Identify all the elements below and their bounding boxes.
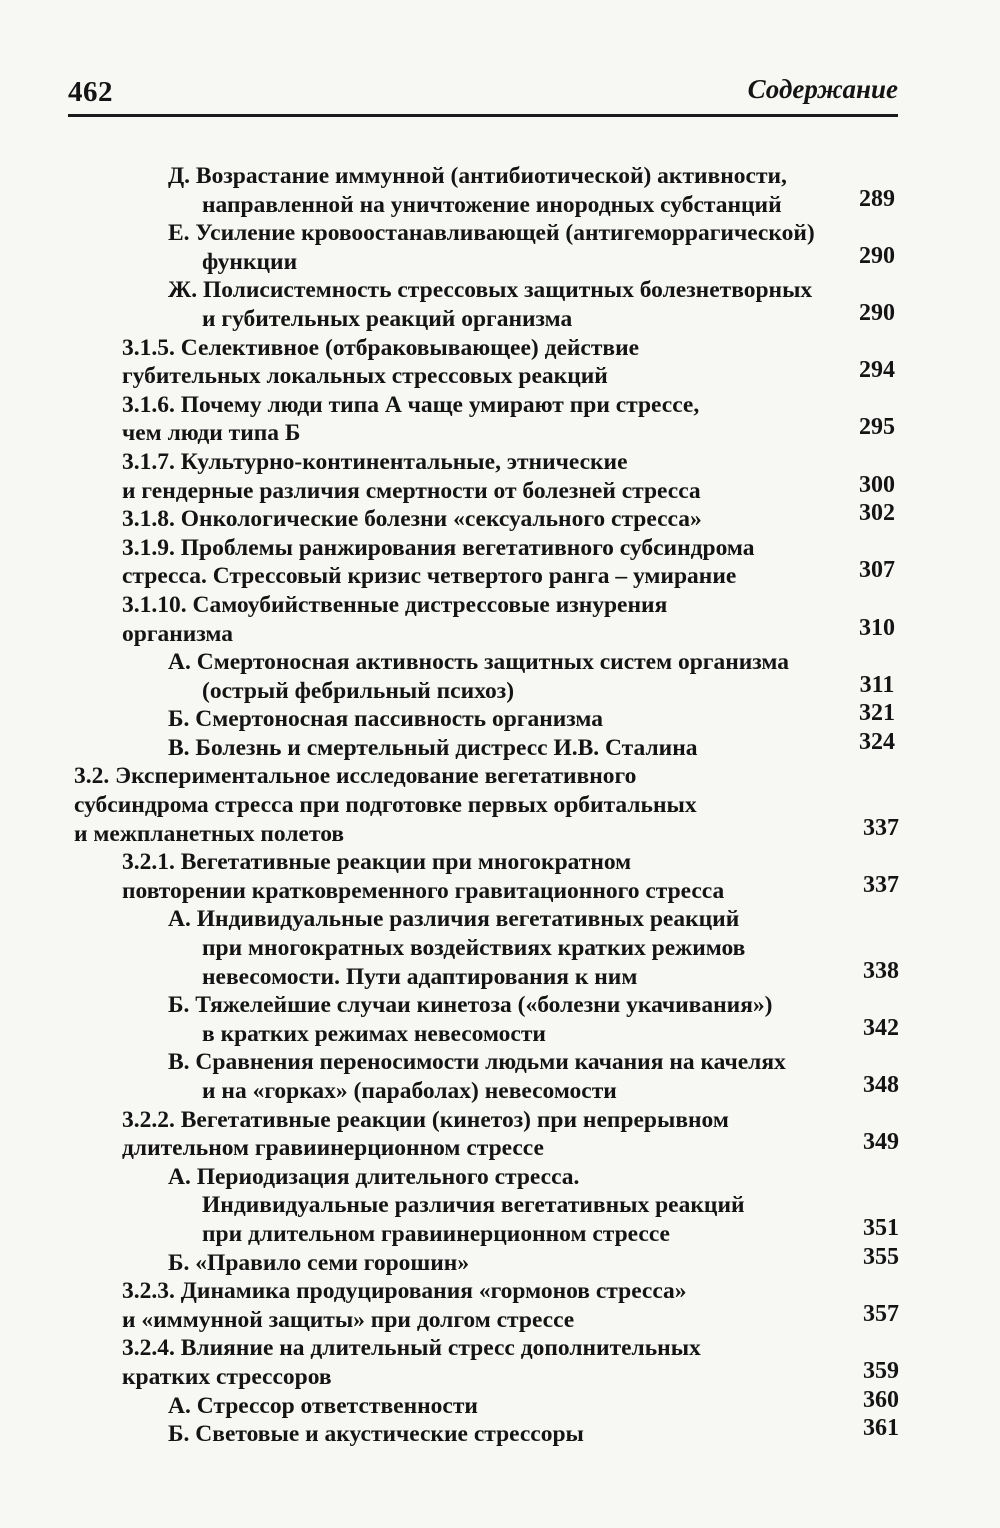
- toc-page-number: 290: [859, 242, 895, 269]
- table-of-contents: [0, 162, 1000, 1449]
- toc-entry-title-line: в кратких режимах невесомости: [202, 1020, 546, 1047]
- toc-entry-title-line: Е. Усиление кровоостанавливающей (антигеморрагической): [168, 220, 815, 247]
- toc-entry-title-line: повторении кратковременного гравитационного стресса: [122, 877, 725, 904]
- toc-entry-title-line: А. Периодизация длительного стресса.: [168, 1163, 580, 1190]
- toc-page-number: 302: [859, 500, 895, 527]
- page-header: [68, 66, 898, 117]
- toc-entry-title-line: функции: [202, 248, 298, 275]
- toc-page-number: 337: [863, 814, 899, 841]
- toc-entry: [0, 591, 910, 648]
- toc-entry: [0, 1163, 910, 1249]
- toc-entry: [0, 334, 910, 391]
- toc-page-number: 360: [863, 1386, 899, 1413]
- toc-page-number: 348: [863, 1072, 899, 1098]
- toc-entry: [0, 1386, 910, 1421]
- toc-entry-title-line: 3.1.9. Проблемы ранжирования вегетативного субсиндрома: [122, 534, 755, 561]
- toc-entry-title-line: направленной на уничтожение инородных субстанций: [202, 191, 782, 218]
- toc-entry-title-line: Ж. Полисистемность стрессовых защитных болезнетворных: [168, 277, 813, 304]
- toc-entry-title-line: при длительном гравиинерционном стрессе: [202, 1220, 670, 1247]
- toc-entry-title-line: и межпланетных полетов: [74, 820, 345, 847]
- toc-page-number: 355: [863, 1243, 899, 1270]
- toc-entry-title-line: Индивидуальные различия вегетативных реакций: [202, 1192, 745, 1219]
- toc-entry-title-line: субсиндрома стресса при подготовке первых орбитальных: [74, 792, 697, 819]
- toc-entry-title-line: Д. Возрастание иммунной (антибиотической) активности,: [168, 163, 787, 189]
- toc-page-number: 338: [863, 957, 899, 984]
- toc-entry-title-line: 3.2. Экспериментальное исследование вегетативного: [74, 763, 637, 790]
- toc-entry: [0, 848, 910, 905]
- toc-entry-title-line: (острый фебрильный психоз): [202, 677, 515, 704]
- toc-entry: [0, 1243, 910, 1278]
- toc-entry-title-line: организма: [122, 620, 234, 647]
- toc-entry-title-line: и на «горках» (параболах) невесомости: [202, 1078, 617, 1104]
- toc-entry-title-line: 3.2.2. Вегетативные реакции (кинетоз) при непрерывном: [122, 1106, 729, 1133]
- toc-entry: [0, 1334, 910, 1391]
- toc-entry-title-line: и гендерные различия смертности от болезней стресса: [122, 477, 701, 504]
- toc-page-number: 310: [859, 614, 895, 641]
- toc-entry-title-line: Б. «Правило семи горошин»: [168, 1249, 470, 1276]
- toc-page-number: 300: [859, 471, 895, 498]
- toc-page-number: 307: [859, 557, 895, 584]
- toc-entry: [0, 1106, 910, 1163]
- toc-entry-title-line: 3.2.4. Влияние на длительный стресс дополнительных: [122, 1335, 701, 1362]
- toc-page-number: 295: [859, 414, 895, 441]
- toc-page-number: 337: [863, 871, 899, 898]
- toc-entry-title-line: В. Сравнения переносимости людьми качания на качелях: [168, 1049, 786, 1076]
- toc-entry-title-line: и губительных реакций организма: [202, 305, 573, 332]
- toc-page-number: 342: [863, 1014, 899, 1041]
- toc-entry-title-line: и «иммунной защиты» при долгом стрессе: [122, 1306, 575, 1333]
- toc-page-number: 351: [863, 1214, 899, 1241]
- toc-entry-title-line: 3.1.5. Селективное (отбраковывающее) действие: [122, 334, 640, 361]
- toc-entry-title-line: 3.1.6. Почему люди типа А чаще умирают при стрессе,: [122, 391, 700, 418]
- toc-entry-title-line: А. Стрессор ответственности: [168, 1392, 478, 1419]
- toc-entry-title-line: 3.2.1. Вегетативные реакции при многократном: [122, 849, 632, 876]
- toc-page-number: 359: [863, 1357, 899, 1384]
- toc-entry-title-line: 3.1.7. Культурно-континентальные, этнические: [122, 448, 628, 475]
- toc-entry-title-line: 3.2.3. Динамика продуцирования «гормонов стресса»: [122, 1278, 687, 1305]
- toc-page-number: 324: [859, 728, 895, 755]
- toc-entry-title-line: чем люди типа Б: [122, 420, 301, 447]
- toc-entry: [0, 162, 910, 219]
- toc-page-number: 361: [863, 1415, 899, 1442]
- toc-entry-title-line: стресса. Стрессовый кризис четвертого ранга – умирание: [122, 563, 737, 590]
- toc-page-number: 349: [863, 1129, 899, 1156]
- toc-entry-title-line: В. Болезнь и смертельный дистресс И.В. Сталина: [168, 734, 698, 761]
- toc-entry: [0, 500, 910, 534]
- toc-entry-title-line: А. Смертоносная активность защитных систем организма: [168, 649, 790, 676]
- running-title: Содержание: [747, 74, 898, 104]
- toc-page-number: 321: [859, 700, 895, 727]
- toc-entry: [0, 1048, 910, 1105]
- toc-entry-title-line: губительных локальных стрессовых реакций: [122, 363, 608, 390]
- toc-entry-title-line: 3.1.8. Онкологические болезни «сексуального стресса»: [122, 506, 702, 533]
- toc-page-number: 357: [863, 1300, 899, 1327]
- toc-entry: [0, 448, 910, 505]
- toc-entry: [0, 991, 910, 1048]
- toc-entry: [0, 534, 910, 591]
- toc-entry: [0, 728, 910, 763]
- toc-entry-title-line: кратких стрессоров: [122, 1363, 332, 1390]
- toc-entry-title-line: при многократных воздействиях кратких режимов: [202, 935, 746, 962]
- toc-entry: [0, 905, 910, 991]
- toc-entry-title-line: Б. Световые и акустические стрессоры: [168, 1421, 584, 1448]
- toc-entry: [0, 700, 910, 734]
- toc-entry: [0, 219, 910, 276]
- toc-page-number: 290: [859, 299, 895, 326]
- toc-page-number: 294: [859, 357, 895, 384]
- toc-entry-title-line: 3.1.10. Самоубийственные дистрессовые изнурения: [122, 591, 668, 618]
- toc-entry-title-line: невесомости. Пути адаптирования к ним: [202, 963, 638, 990]
- toc-entry: [0, 391, 910, 448]
- toc-entry: [0, 648, 910, 705]
- toc-entry-title-line: длительном гравиинерционном стрессе: [122, 1135, 544, 1162]
- toc-page-number: 289: [859, 185, 895, 212]
- toc-entry-title-line: Б. Тяжелейшие случаи кинетоза («болезни укачивания»): [168, 992, 773, 1019]
- toc-page-number: 311: [859, 671, 895, 698]
- page-number: 462: [68, 76, 113, 108]
- toc-entry: [0, 276, 910, 333]
- toc-entry: [0, 1277, 910, 1334]
- toc-entry: [0, 762, 910, 848]
- toc-entry: [0, 1415, 910, 1449]
- toc-entry-title-line: А. Индивидуальные различия вегетативных реакций: [168, 906, 740, 933]
- toc-entry-title-line: Б. Смертоносная пассивность организма: [168, 706, 604, 733]
